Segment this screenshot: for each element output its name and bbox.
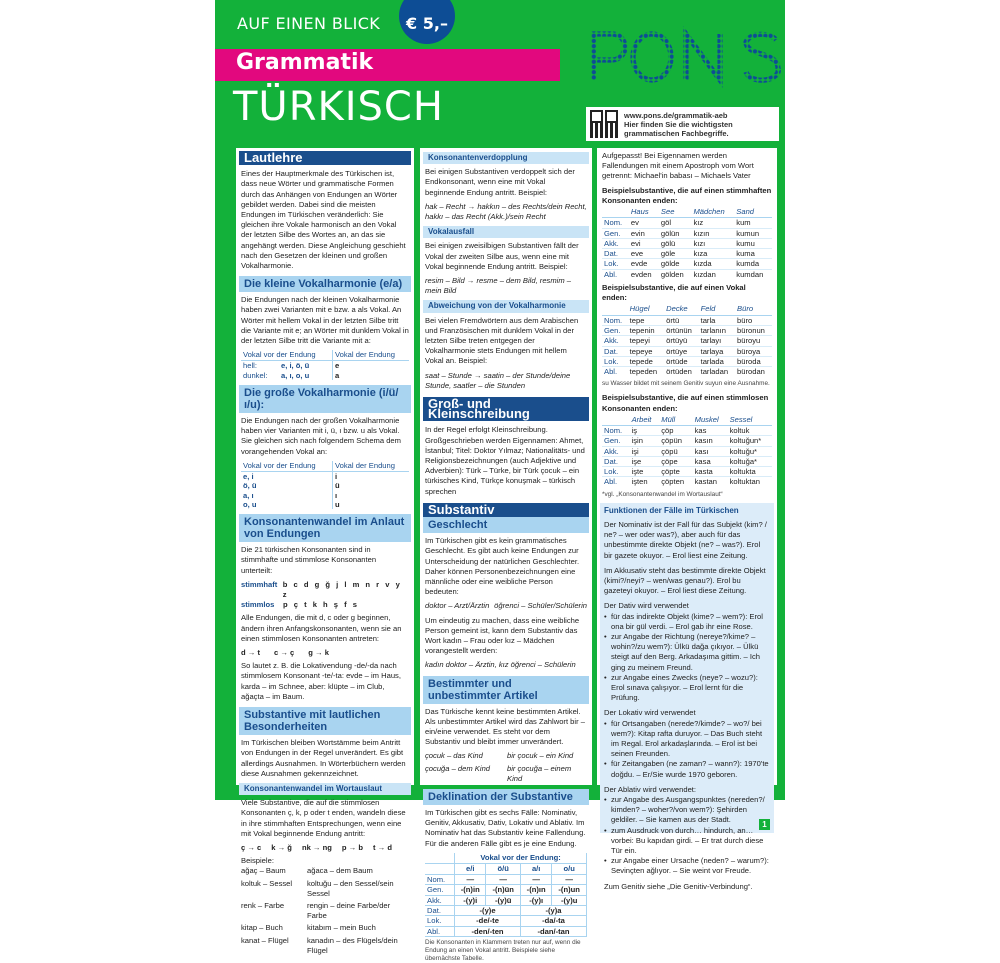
table2-title: Beispielsubstantive, die auf einen Vokal enden:	[602, 283, 746, 303]
konsonanten-text3: So lautet z. B. die Lokativendung -de/-da nach stimmlosem Konsonant -te/-ta: evde – im Haus, karda – im Schnee, aber: klüpte – im Club, ağaçta – im Baum.	[241, 661, 401, 701]
section-heading-geschlecht: Geschlecht	[423, 517, 589, 533]
table-row: Abl. evden gölden kızdan kumdan	[602, 269, 772, 279]
section-heading-deklination: Deklination der Substantive	[423, 789, 589, 805]
table-header: Vokal der Endung	[333, 350, 409, 361]
page-title: TÜRKISCH	[233, 84, 444, 130]
section-heading-artikel: Bestimmter und unbestimmter Artikel	[423, 676, 589, 704]
table2-note: su Wasser bildet mit seinem Genitiv suyun eine Ausnahme.	[602, 380, 770, 388]
ablativ-list	[600, 795, 774, 877]
table-header: Vokal der Endung	[333, 461, 409, 472]
section-heading-abweichung: Abweichung von der Vokalharmonie	[423, 300, 589, 312]
section-heading-gross-klein: Groß- und Kleinschreibung	[423, 397, 589, 421]
table-row: a, ı ı	[243, 490, 338, 500]
aufgepasst-note: Aufgepasst! Bei Eigennamen werden Fallendungen mit einem Apostroph vom Wort getrennt: Michael'in babası – Michaels Vater	[602, 151, 754, 181]
case-functions-title: Funktionen der Fälle im Türkischen	[604, 505, 739, 515]
table3-title: Beispielsubstantive, die auf einen stimmlosen Konsonanten enden:	[602, 393, 769, 413]
examples-label: Beispiele:	[241, 856, 274, 866]
column-2	[420, 148, 592, 962]
example-row: kitap – Buch kitabım – mein Buch	[241, 923, 376, 933]
genitiv-reference: Zum Genitiv siehe „Die Genitiv-Verbindung“.	[604, 881, 753, 891]
section-heading-wortauslaut: Konsonantenwandel im Wortauslaut	[239, 783, 411, 795]
table-row: Nom. iş çöp kas koltuk	[602, 426, 772, 436]
qr-url[interactable]: www.pons.de/grammatik-aeb	[624, 110, 728, 120]
table-row: Nom. ev göl kız kum	[602, 218, 772, 228]
auslaut-rules: ç → c k → ğ nk → ng p → b t → d	[241, 842, 392, 852]
dativ-intro: Der Dativ wird verwendet	[604, 601, 689, 611]
section-heading-substantive-besonderheiten: Substantive mit lautlichen Besonderheiten	[239, 707, 411, 735]
lautlehre-text: Eines der Hauptmerkmale des Türkischen ist, dass neue Wörter und grammatische Formen durch das Anhängen von Endungen an Wörter gebildet werden. Dabei sind die meisten Endungen im Türkischen veränderlich: Sie gleichen ihre Vokale harmonisch an den Vokal der letzten Silbe des Wortes an, an das sie angehängt werden. Diese Angleichung geschieht nach den Gesetzen der kleinen und großen Vokalharmonie.	[241, 169, 406, 271]
column-1	[236, 148, 414, 955]
table-row: Dat. tepeye örtüye tarlaya büroya	[602, 346, 772, 356]
gross-klein-text: In der Regel erfolgt Kleinschreibung. Großgeschrieben werden Eigennamen: Ahmet, İstanbul; Titel: Doktor Yılmaz; Nationalitäts- und Religionsbezeichnungen (auch Adjektive und Adverbien): Türk – Türke, bir Türk çocuk – ein türkisches Kind, Türkçe konuşmak – türkisch sprechen	[425, 425, 585, 496]
list-item: • zur Angabe einer Ursache (neden? – warum?): Sevinçten ağlıyor. – Sie weint vor Freude.	[604, 856, 770, 876]
akkusativ-text: Im Akkusativ steht das bestimmte direkte Objekt (kimi?/neyi? – wen/was genau?). Erol bu gazeteyi okuyor. – Erol liest diese Zeitung.	[604, 565, 766, 596]
table-row: Dat. -(y)e -(y)a	[425, 906, 587, 916]
table-header: Vokal vor der Endung	[241, 350, 333, 361]
verdopplung-text: Bei einigen Substantiven verdoppelt sich der Endkonsonant, wenn eine mit Vokal beginnende Endung antritt. Beispiel:	[425, 167, 575, 197]
table-row: Gen. işin çöpün kasın koltuğun*	[602, 436, 772, 446]
vokalausfall-example: resim – Bild → resme – dem Bild, resmim – mein Bild	[425, 276, 572, 296]
section-heading-konsonantenwandel-anlaut: Konsonantenwandel im Anlaut von Endungen	[239, 514, 411, 542]
table-row: hell: e, i, ö, ü e	[243, 361, 340, 371]
pons-logo	[586, 28, 786, 84]
qr-info-box	[586, 107, 779, 141]
table-row: ö, ü ü	[243, 481, 340, 491]
table-row: Gen. evin gölün kızın kumun	[602, 228, 772, 238]
vokal-example-table: Hügel Decke Feld Büro Nom. tepe örtü tarla büro Gen. tepenin örtünün tarlanın büronun Akk. tepeyi örtüyü tarlayı büroyu Dat. tepeye örtüye tarlaya büroya Lok. tepede örtüde tarlada büroda Abl. tepeden örtüden tarladan bürodan	[602, 304, 772, 376]
table-row: Abl. işten çöpten kastan koltuktan	[602, 477, 772, 487]
section-heading-verdopplung: Konsonantenverdopplung	[423, 152, 589, 164]
table-row: Lok. tepede örtüde tarlada büroda	[602, 356, 772, 366]
deklination-note: Die Konsonanten in Klammern treten nur auf, wenn die Endung an einen Vokal antritt. Beispiele siehe übernächste Tabelle.	[425, 938, 581, 962]
geschlecht-text: Im Türkischen gibt es kein grammatisches Geschlecht. Es gibt auch keine Endungen zur Unterscheidung der natürlichen Geschlechter. Daher können Personenbezeichnungen eine männliche oder eine weibliche Person bedeuten:	[425, 536, 580, 597]
konsonanten-list: stimmhaft b c d g ğ j l m n r v y z stimmlos p ç t k h ş f s	[241, 579, 400, 610]
table-row: Dat. eve göle kıza kuma	[602, 249, 772, 259]
section-heading-lautlehre: Lautlehre	[239, 151, 411, 165]
page-number: 1	[759, 819, 770, 830]
ablativ-intro: Der Ablativ wird verwendet:	[604, 784, 697, 794]
lokativ-list	[600, 719, 774, 780]
anlaut-rules: d → t c → ç g → k	[241, 648, 329, 658]
geschlecht-text2: Um eindeutig zu machen, dass eine weibliche Person gemeint ist, kann dem Substantiv das Wort kadın – Frau oder kız – Mädchen vorangestellt werden:	[425, 615, 580, 656]
konsonanten-intro: Die 21 türkischen Konsonanten sind in stimmhafte und stimmlose Konsonanten unterteilt:	[241, 545, 377, 575]
table-row: o, u u	[243, 499, 340, 509]
example-row: çocuğa – dem Kind bir çocuğa – einem Kind	[425, 763, 572, 783]
list-item: • zur Angabe des Ausgangspunktes (nereden?/ kimden? – woher?/von wem?): Şehirden geldiler. – Sie kamen aus der Stadt.	[604, 795, 770, 826]
section-heading-grosse-vokalharmonie: Die große Vokalharmonie (i/ü/ı/u):	[239, 385, 411, 413]
table-row: dunkel: a, ı, o, u a	[243, 370, 340, 380]
qr-caption-2: grammatischen Fachbegriffe.	[624, 128, 729, 138]
table-row: Gen. -(n)in -(n)ün -(n)ın -(n)un	[425, 885, 587, 895]
grosse-vokalharmonie-table	[241, 461, 409, 509]
list-item: • für Ortsangaben (nerede?/kimde? – wo?/ bei wem?): Kitap rafta duruyor. – Das Buch steht im Regal. Erol arkadaşlarında. – Erol ist bei seinen Freunden.	[604, 719, 770, 760]
geschlecht-example3: kadın doktor – Ärztin, kız öğrenci – Schülerin	[425, 660, 576, 670]
table-row: e, i i	[243, 472, 338, 482]
deklination-table: Vokal vor der Endung: e/i ö/ü a/ı o/u Nom. — — — — Gen. -(n)in -(n)ün -(n)ın -(n)un Akk. -(y)i -(y)ü -(y)ı -(y)u Dat. -(y)e -(y)a Lok. -de/-te -da/-ta Abl. -den/-ten -dan/-tan	[425, 853, 587, 937]
table-row: Akk. evi gölü kızı kumu	[602, 238, 772, 248]
abweichung-example: saat – Stunde → saatin – der Stunde/deine Stunde, saatler – die Stunden	[425, 370, 571, 390]
table-row: Abl. tepeden örtüden tarladan bürodan	[602, 367, 772, 377]
list-item: • für das indirekte Objekt (kime? – wem?): Erol ona bir gül verdi. – Erol gab ihr eine Rose.	[604, 612, 770, 632]
table3-note: *vgl. „Konsonantenwandel im Wortauslaut“	[602, 490, 723, 498]
vokalausfall-text: Bei einigen zweisilbigen Substantiven fällt der Vokal der zweiten Silbe aus, wenn eine mit Vokal beginnende Endung antritt. Beispiel:	[425, 241, 579, 271]
example-row: renk – Farbe rengin – deine Farbe/der Farbe	[241, 900, 391, 921]
example-row: ağaç – Baum ağaca – dem Baum	[241, 866, 373, 876]
table-row: Gen. tepenin örtünün tarlanın büronun	[602, 325, 772, 335]
stimmlos-example-table: Arbeit Müll Muskel Sessel Nom. iş çöp kas koltuk Gen. işin çöpün kasın koltuğun* Akk. işi çöpü kası koltuğu* Dat. işe çöpe kasa koltuğa* Lok. işte çöpte kasta koltukta Abl. işten çöpten kastan koltuktan	[602, 415, 772, 487]
example-row: çocuk – das Kind bir çocuk – ein Kind	[425, 751, 574, 761]
section-heading-substantiv: Substantiv	[423, 503, 589, 517]
dativ-list	[600, 612, 774, 704]
kleine-vokalharmonie-text: Die Endungen nach der kleinen Vokalharmonie haben zwei Varianten mit e bzw. a als Vokal. An Wörter mit hellem Vokal in der letzten Silbe tritt die Variante mit e; an Wörter mit dunklem Vokal in der letzten Silbe tritt die Variante mit a:	[241, 295, 409, 346]
table-row: Abl. -den/-ten -dan/-tan	[425, 926, 587, 936]
artikel-text: Das Türkische kennt keine bestimmten Artikel. Als unbestimmter Artikel wird das Zahlwort bir – ein/eine verwendet. Es steht vor dem Substantiv und bleibt immer unverändert.	[425, 706, 585, 747]
geschlecht-examples: doktor – Arzt/Ärztin öğrenci – Schüler/Schülerin	[425, 601, 587, 611]
section-heading-kleine-vokalharmonie: Die kleine Vokalharmonie (e/a)	[239, 276, 411, 292]
price-badge: € 5,–	[399, 0, 455, 44]
stimmhaft-example-table: Haus See Mädchen Sand Nom. ev göl kız kum Gen. evin gölün kızın kumun Akk. evi gölü kızı kumu Dat. eve göle kıza kuma Lok. evde gölde kızda kumda Abl. evden gölden kızdan kumdan	[602, 207, 772, 279]
table1-title: Beispielsubstantive, die auf einen stimmhaften Konsonanten enden:	[602, 185, 772, 205]
lokativ-intro: Der Lokativ wird verwendet	[604, 708, 696, 718]
table-row: Akk. tepeyi örtüyü tarlayı büroyu	[602, 336, 772, 346]
table-row: Akk. işi çöpü kası koltuğu*	[602, 446, 772, 456]
list-item: • zur Angabe eines Zwecks (neye? – wozu?): Erol sınava çalışıyor. – Erol lernt für die Prüfung.	[604, 673, 770, 704]
abweichung-text: Bei vielen Fremdwörtern aus dem Arabischen und Französischen mit dunklem Vokal in der letzten Silbe treten entgegen der Vokalharmonie stets Endungen mit hellem Vokal an. Beispiel:	[425, 315, 579, 366]
kleine-vokalharmonie-table	[241, 350, 409, 380]
wortauslaut-text: Viele Substantive, die auf die stimmlosen Konsonanten ç, k, p oder t enden, wandeln diese in ihre stimmhaften Entsprechungen, wenn eine mit Vokal beginnende Endung antritt:	[241, 798, 406, 838]
list-item: • zum Ausdruck von durch… hindurch, an… vorbei: Bu kapıdan girdi. – Er trat durch diese Tür ein.	[604, 826, 770, 857]
nominativ-text: Der Nominativ ist der Fall für das Subjekt (kim? / ne? – wer oder was?), aber auch für das unbestimmte direkte Objekt (ne? – was?). Erol bir gazete okuyor. – Erol liest eine Zeitung.	[604, 519, 767, 560]
example-row: koltuk – Sessel koltuğu – den Sessel/sein Sessel	[241, 878, 394, 898]
table-row: Lok. işte çöpte kasta koltukta	[602, 467, 772, 477]
table-header: Vokal vor der Endung	[241, 461, 333, 472]
table-row: Nom. tepe örtü tarla büro	[602, 315, 772, 325]
table-row: Lok. evde gölde kızda kumda	[602, 259, 772, 269]
deklination-text: Im Türkischen gibt es sechs Fälle: Nominativ, Genitiv, Akkusativ, Dativ, Lokativ und Ablativ. Im Nominativ hat das Substantiv keine Fallendung. Für die anderen Fälle gibt es je eine Endung.	[425, 807, 586, 848]
grosse-vokalharmonie-text: Die Endungen nach der großen Vokalharmonie haben vier Varianten mit i, ü, ı bzw. u als Vokal. Sie gleichen sich nach folgendem Schema dem vorangehenden Vokal an:	[241, 416, 401, 456]
series-label: AUF EINEN BLICK	[237, 14, 381, 33]
list-item: • für Zeitangaben (ne zaman? – wann?): 1970'te doğdu. – Er/Sie wurde 1970 geboren.	[604, 759, 770, 779]
column-3	[597, 148, 777, 891]
table-row: Dat. işe çöpe kasa koltuğa*	[602, 456, 772, 466]
besonderheiten-text: Im Türkischen bleiben Wortstämme beim Antritt von Endungen in der Regel unverändert. Es gibt allerdings Ausnahmen. In Wörterbüchern werden diese Ausnahmen gekennzeichnet.	[241, 738, 406, 778]
case-functions-box	[600, 503, 774, 891]
qr-code-icon[interactable]	[590, 110, 618, 138]
list-item: • zur Angabe der Richtung (nereye?/kime? – wohin?/zu wem?): Ülkü dağa çıkıyor. – Ülkü steigt auf den Berg. Arkadaşıma gittim. – Ich ging zu meinem Freund.	[604, 632, 770, 673]
section-heading-vokalausfall: Vokalausfall	[423, 226, 589, 238]
example-row: kanat – Flügel kanadın – des Flügels/dein Flügel	[241, 935, 398, 955]
verdopplung-example: hak – Recht → hakkın – des Rechts/dein Recht, hakkı – das Recht (Akk.)/sein Recht	[425, 201, 587, 222]
konsonanten-text2: Alle Endungen, die mit d, c oder g beginnen, ändern ihren Anfangskonsonanten, wenn sie an einen stimmlosen Konsonanten antreten:	[241, 613, 402, 643]
table-row: Nom. — — — —	[425, 875, 587, 885]
subtitle: Grammatik	[236, 50, 374, 75]
qr-caption-1: Hier finden Sie die wichtigsten	[624, 119, 733, 129]
table-row: Akk. -(y)i -(y)ü -(y)ı -(y)u	[425, 895, 587, 905]
pons-logo-icon	[586, 28, 786, 84]
table-row: Lok. -de/-te -da/-ta	[425, 916, 587, 926]
